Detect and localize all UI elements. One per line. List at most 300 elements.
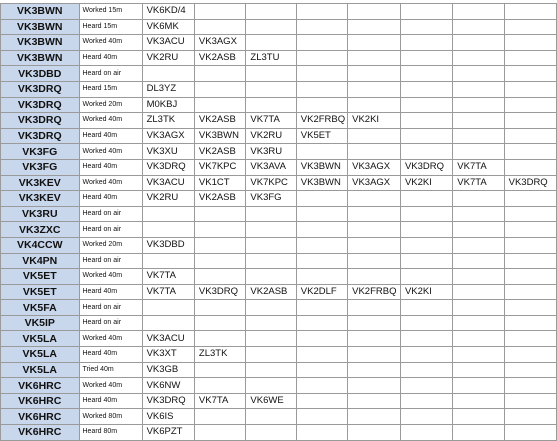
contact-cell[interactable]	[142, 253, 194, 269]
contact-cell[interactable]: VK3ACU	[142, 175, 194, 191]
contact-cell[interactable]: VK3XU	[142, 144, 194, 160]
contact-cell[interactable]	[348, 393, 401, 409]
contact-cell[interactable]	[296, 66, 347, 82]
callsign-cell[interactable]: VK3DRQ	[1, 97, 80, 113]
contact-cell[interactable]	[348, 362, 401, 378]
status-cell[interactable]: Heard on air	[79, 222, 142, 238]
status-cell[interactable]: Worked 40m	[79, 331, 142, 347]
status-cell[interactable]: Worked 40m	[79, 35, 142, 51]
contact-cell[interactable]	[348, 378, 401, 394]
status-cell[interactable]: Worked 40m	[79, 144, 142, 160]
contact-cell[interactable]	[246, 362, 296, 378]
contact-cell[interactable]	[400, 144, 452, 160]
contact-cell[interactable]	[400, 300, 452, 316]
contact-cell[interactable]	[400, 315, 452, 331]
status-cell[interactable]: Heard 40m	[79, 191, 142, 207]
contact-cell[interactable]: VK7TA	[142, 284, 194, 300]
contact-cell[interactable]	[348, 4, 401, 20]
contact-cell[interactable]	[348, 191, 401, 207]
contact-cell[interactable]	[246, 378, 296, 394]
contact-cell[interactable]	[400, 128, 452, 144]
contact-cell[interactable]	[246, 35, 296, 51]
contact-cell[interactable]	[400, 331, 452, 347]
contact-cell[interactable]	[194, 409, 246, 425]
contact-cell[interactable]	[453, 113, 504, 129]
contact-cell[interactable]: VK7KPC	[246, 175, 296, 191]
contact-cell[interactable]	[400, 35, 452, 51]
table-row	[1, 159, 557, 175]
contact-cell[interactable]	[504, 97, 556, 113]
contact-cell[interactable]: VK3AVA	[246, 159, 296, 175]
contact-cell[interactable]	[504, 191, 556, 207]
contact-cell[interactable]	[504, 50, 556, 66]
contact-cell[interactable]	[194, 315, 246, 331]
callsign-cell[interactable]: VK3FG	[1, 159, 80, 175]
callsign-cell[interactable]: VK6HRC	[1, 393, 80, 409]
contact-cell[interactable]	[246, 4, 296, 20]
callsign-cell[interactable]: VK3DRQ	[1, 81, 80, 97]
contact-cell[interactable]	[296, 378, 347, 394]
contact-cell[interactable]	[142, 222, 194, 238]
contact-cell[interactable]: VK6MK	[142, 19, 194, 35]
contact-cell[interactable]	[453, 409, 504, 425]
contact-cell[interactable]	[453, 50, 504, 66]
contact-cell[interactable]: VK3BWN	[296, 159, 347, 175]
status-cell[interactable]: Worked 15m	[79, 4, 142, 20]
contact-cell[interactable]: VK3AGX	[348, 159, 401, 175]
callsign-cell[interactable]: VK3ZXC	[1, 222, 80, 238]
contact-cell[interactable]: VK2FRBQ	[296, 113, 347, 129]
contact-cell[interactable]	[453, 128, 504, 144]
contact-cell[interactable]	[504, 425, 556, 441]
contact-cell[interactable]	[246, 269, 296, 285]
status-cell[interactable]: Heard 15m	[79, 19, 142, 35]
contact-cell[interactable]	[453, 222, 504, 238]
contact-cell[interactable]	[453, 315, 504, 331]
contact-cell[interactable]	[348, 19, 401, 35]
contact-cell[interactable]	[453, 347, 504, 363]
contact-cell[interactable]	[348, 409, 401, 425]
contact-cell[interactable]	[348, 237, 401, 253]
contact-cell[interactable]: VK3GB	[142, 362, 194, 378]
contact-cell[interactable]: VK3ACU	[142, 331, 194, 347]
contact-cell[interactable]: VK6KD/4	[142, 4, 194, 20]
contact-cell[interactable]	[400, 347, 452, 363]
callsign-cell[interactable]: VK6HRC	[1, 409, 80, 425]
contact-cell[interactable]	[400, 393, 452, 409]
status-cell[interactable]: Worked 80m	[79, 409, 142, 425]
contact-cell[interactable]	[246, 331, 296, 347]
contact-cell[interactable]: VK3AGX	[348, 175, 401, 191]
contact-cell[interactable]	[453, 206, 504, 222]
contact-cell[interactable]	[194, 222, 246, 238]
contact-cell[interactable]: VK2RU	[142, 191, 194, 207]
callsign-cell[interactable]: VK4CCW	[1, 237, 80, 253]
callsign-cell[interactable]: VK3BWN	[1, 4, 80, 20]
contact-cell[interactable]	[453, 378, 504, 394]
contact-cell[interactable]	[348, 253, 401, 269]
contact-cell[interactable]	[504, 4, 556, 20]
callsign-cell[interactable]: VK5LA	[1, 362, 80, 378]
contact-cell[interactable]	[400, 269, 452, 285]
callsign-cell[interactable]: VK3DRQ	[1, 128, 80, 144]
contact-cell[interactable]	[296, 347, 347, 363]
contact-cell[interactable]: M0KBJ	[142, 97, 194, 113]
contact-cell[interactable]	[194, 206, 246, 222]
contact-cell[interactable]	[296, 81, 347, 97]
contact-cell[interactable]	[348, 206, 401, 222]
contact-cell[interactable]: VK3ACU	[142, 35, 194, 51]
contact-cell[interactable]	[453, 284, 504, 300]
callsign-cell[interactable]: VK4PN	[1, 253, 80, 269]
contact-cell[interactable]: VK2ASB	[194, 50, 246, 66]
callsign-cell[interactable]: VK5ET	[1, 284, 80, 300]
contact-cell[interactable]	[400, 97, 452, 113]
contact-cell[interactable]: VK6PZT	[142, 425, 194, 441]
contact-cell[interactable]	[348, 97, 401, 113]
contact-cell[interactable]	[246, 300, 296, 316]
contacts-spreadsheet	[0, 3, 557, 441]
contact-cell[interactable]	[296, 19, 347, 35]
contact-cell[interactable]: VK7TA	[246, 113, 296, 129]
contact-cell[interactable]	[348, 315, 401, 331]
contact-cell[interactable]	[504, 393, 556, 409]
table-row	[1, 362, 557, 378]
contact-cell[interactable]: VK6NW	[142, 378, 194, 394]
table-row	[1, 19, 557, 35]
callsign-cell[interactable]: VK5FA	[1, 300, 80, 316]
status-cell[interactable]: Heard 40m	[79, 284, 142, 300]
contact-cell[interactable]	[348, 425, 401, 441]
contact-cell[interactable]	[246, 315, 296, 331]
callsign-cell[interactable]: VK3BWN	[1, 35, 80, 51]
contact-cell[interactable]: VK3RU	[246, 144, 296, 160]
contact-cell[interactable]	[504, 269, 556, 285]
contact-cell[interactable]	[400, 81, 452, 97]
callsign-cell[interactable]: VK3DBD	[1, 66, 80, 82]
contact-cell[interactable]	[194, 269, 246, 285]
contact-cell[interactable]	[348, 66, 401, 82]
contact-cell[interactable]	[296, 300, 347, 316]
contact-cell[interactable]	[348, 81, 401, 97]
contact-cell[interactable]: VK5ET	[296, 128, 347, 144]
status-cell[interactable]: Heard on air	[79, 66, 142, 82]
contact-cell[interactable]	[246, 66, 296, 82]
status-cell[interactable]: Heard on air	[79, 253, 142, 269]
contact-cell[interactable]	[246, 253, 296, 269]
contact-cell[interactable]	[142, 300, 194, 316]
contact-cell[interactable]	[348, 347, 401, 363]
contact-cell[interactable]	[348, 50, 401, 66]
status-cell[interactable]: Heard 40m	[79, 393, 142, 409]
contact-cell[interactable]	[246, 81, 296, 97]
contact-cell[interactable]	[296, 222, 347, 238]
contact-cell[interactable]	[504, 19, 556, 35]
contact-cell[interactable]	[504, 35, 556, 51]
contact-cell[interactable]	[246, 222, 296, 238]
contact-cell[interactable]: VK1CT	[194, 175, 246, 191]
contact-cell[interactable]	[296, 97, 347, 113]
contact-cell[interactable]	[504, 128, 556, 144]
status-cell[interactable]: Heard on air	[79, 206, 142, 222]
status-cell[interactable]: Tried 40m	[79, 362, 142, 378]
callsign-cell[interactable]: VK5IP	[1, 315, 80, 331]
contact-cell[interactable]: VK7TA	[453, 175, 504, 191]
callsign-cell[interactable]: VK5LA	[1, 347, 80, 363]
callsign-cell[interactable]: VK3FG	[1, 144, 80, 160]
contact-cell[interactable]: VK3AGX	[194, 35, 246, 51]
status-cell[interactable]: Worked 40m	[79, 378, 142, 394]
table-row	[1, 81, 557, 97]
contact-cell[interactable]	[504, 347, 556, 363]
contact-cell[interactable]: VK7TA	[142, 269, 194, 285]
contact-cell[interactable]	[246, 409, 296, 425]
contact-cell[interactable]	[504, 378, 556, 394]
table-row	[1, 284, 557, 300]
contact-cell[interactable]	[453, 4, 504, 20]
contact-cell[interactable]: ZL3TK	[194, 347, 246, 363]
contact-cell[interactable]	[453, 81, 504, 97]
contact-cell[interactable]: VK2ASB	[246, 284, 296, 300]
contact-cell[interactable]: VK3DRQ	[142, 393, 194, 409]
contact-cell[interactable]	[296, 191, 347, 207]
contact-cell[interactable]	[504, 284, 556, 300]
contact-cell[interactable]	[400, 378, 452, 394]
contact-cell[interactable]	[504, 315, 556, 331]
table-row	[1, 253, 557, 269]
contact-cell[interactable]	[348, 128, 401, 144]
callsign-cell[interactable]: VK3DRQ	[1, 113, 80, 129]
contact-cell[interactable]	[453, 237, 504, 253]
contact-cell[interactable]: VK2RU	[142, 50, 194, 66]
contact-cell[interactable]	[400, 237, 452, 253]
contact-cell[interactable]: ZL3TU	[246, 50, 296, 66]
contact-cell[interactable]	[246, 425, 296, 441]
contact-cell[interactable]	[400, 206, 452, 222]
contact-cell[interactable]	[296, 144, 347, 160]
contact-cell[interactable]	[348, 35, 401, 51]
table-row	[1, 35, 557, 51]
contact-cell[interactable]: VK3DRQ	[504, 175, 556, 191]
contact-cell[interactable]	[400, 19, 452, 35]
contact-cell[interactable]	[453, 19, 504, 35]
contact-cell[interactable]	[296, 206, 347, 222]
contact-cell[interactable]	[453, 362, 504, 378]
status-cell[interactable]: Heard 80m	[79, 425, 142, 441]
status-cell[interactable]: Heard 15m	[79, 81, 142, 97]
contact-cell[interactable]	[453, 35, 504, 51]
contact-cell[interactable]: VK7TA	[194, 393, 246, 409]
contact-cell[interactable]	[400, 191, 452, 207]
callsign-cell[interactable]: VK3BWN	[1, 50, 80, 66]
contact-cell[interactable]	[504, 253, 556, 269]
contact-cell[interactable]: ZL3TK	[142, 113, 194, 129]
contact-cell[interactable]: VK3AGX	[142, 128, 194, 144]
contact-cell[interactable]	[453, 97, 504, 113]
contact-cell[interactable]	[142, 315, 194, 331]
status-cell[interactable]: Heard on air	[79, 315, 142, 331]
contact-cell[interactable]	[400, 425, 452, 441]
contact-cell[interactable]: VK2KI	[400, 284, 452, 300]
callsign-cell[interactable]: VK6HRC	[1, 425, 80, 441]
contact-cell[interactable]	[504, 81, 556, 97]
contact-cell[interactable]	[296, 35, 347, 51]
contact-cell[interactable]	[194, 97, 246, 113]
status-cell[interactable]: Worked 40m	[79, 175, 142, 191]
contact-cell[interactable]	[296, 409, 347, 425]
contact-cell[interactable]: VK3FG	[246, 191, 296, 207]
contact-cell[interactable]: VK2DLF	[296, 284, 347, 300]
contact-cell[interactable]: VK7TA	[453, 159, 504, 175]
contact-cell[interactable]	[400, 409, 452, 425]
contact-cell[interactable]	[348, 144, 401, 160]
contact-cell[interactable]	[296, 331, 347, 347]
contact-cell[interactable]: VK2ASB	[194, 144, 246, 160]
contact-cell[interactable]	[453, 425, 504, 441]
contact-cell[interactable]	[453, 300, 504, 316]
contact-cell[interactable]	[504, 113, 556, 129]
contact-cell[interactable]	[194, 378, 246, 394]
contact-cell[interactable]	[453, 191, 504, 207]
table-row	[1, 144, 557, 160]
contact-cell[interactable]: VK3BWN	[194, 128, 246, 144]
table-row	[1, 378, 557, 394]
contact-cell[interactable]	[296, 4, 347, 20]
table-row	[1, 175, 557, 191]
contact-cell[interactable]	[453, 331, 504, 347]
contact-cell[interactable]	[194, 237, 246, 253]
contact-cell[interactable]: VK2ASB	[194, 113, 246, 129]
contact-cell[interactable]	[194, 331, 246, 347]
table-row	[1, 300, 557, 316]
contact-cell[interactable]	[246, 347, 296, 363]
callsign-cell[interactable]: VK5ET	[1, 269, 80, 285]
status-cell[interactable]: Heard 40m	[79, 159, 142, 175]
status-cell[interactable]: Heard 40m	[79, 347, 142, 363]
contact-cell[interactable]	[194, 4, 246, 20]
contact-cell[interactable]	[453, 269, 504, 285]
status-cell[interactable]: Heard on air	[79, 300, 142, 316]
table-row	[1, 4, 557, 20]
contact-cell[interactable]	[504, 144, 556, 160]
contact-cell[interactable]: VK6WE	[246, 393, 296, 409]
status-cell[interactable]: Worked 20m	[79, 97, 142, 113]
contact-cell[interactable]: VK3BWN	[296, 175, 347, 191]
contact-cell[interactable]: VK2KI	[400, 175, 452, 191]
table-row	[1, 315, 557, 331]
contact-cell[interactable]: VK3DBD	[142, 237, 194, 253]
contact-cell[interactable]	[194, 81, 246, 97]
callsign-cell[interactable]: VK3KEV	[1, 175, 80, 191]
contact-cell[interactable]	[296, 50, 347, 66]
contact-cell[interactable]	[504, 300, 556, 316]
status-cell[interactable]: Worked 40m	[79, 113, 142, 129]
contact-cell[interactable]	[400, 50, 452, 66]
callsign-cell[interactable]: VK3RU	[1, 206, 80, 222]
callsign-cell[interactable]: VK5LA	[1, 331, 80, 347]
contact-cell[interactable]	[142, 66, 194, 82]
contact-cell[interactable]	[246, 206, 296, 222]
contact-cell[interactable]: DL3YZ	[142, 81, 194, 97]
contact-cell[interactable]	[246, 97, 296, 113]
contact-cell[interactable]	[194, 19, 246, 35]
contact-cell[interactable]	[142, 206, 194, 222]
contact-cell[interactable]	[400, 222, 452, 238]
contact-cell[interactable]	[194, 362, 246, 378]
contact-cell[interactable]	[296, 237, 347, 253]
contact-cell[interactable]	[296, 253, 347, 269]
contact-cell[interactable]	[504, 409, 556, 425]
contact-cell[interactable]	[504, 237, 556, 253]
status-cell[interactable]: Heard 40m	[79, 50, 142, 66]
contact-cell[interactable]	[504, 206, 556, 222]
contact-cell[interactable]	[400, 362, 452, 378]
contact-cell[interactable]	[348, 331, 401, 347]
table-row	[1, 191, 557, 207]
contact-cell[interactable]	[194, 300, 246, 316]
status-cell[interactable]: Heard 40m	[79, 128, 142, 144]
status-cell[interactable]: Worked 20m	[79, 237, 142, 253]
table-row	[1, 206, 557, 222]
contact-cell[interactable]	[453, 144, 504, 160]
table-row	[1, 97, 557, 113]
contact-cell[interactable]	[400, 66, 452, 82]
contact-cell[interactable]	[296, 269, 347, 285]
contact-cell[interactable]	[504, 66, 556, 82]
table-row	[1, 393, 557, 409]
contact-cell[interactable]: VK6IS	[142, 409, 194, 425]
contact-cell[interactable]	[194, 425, 246, 441]
contact-cell[interactable]	[453, 253, 504, 269]
contact-cell[interactable]	[348, 222, 401, 238]
contact-cell[interactable]	[400, 113, 452, 129]
contact-cell[interactable]	[194, 66, 246, 82]
contact-cell[interactable]	[296, 393, 347, 409]
contact-cell[interactable]	[504, 159, 556, 175]
contact-cell[interactable]	[246, 19, 296, 35]
contact-cell[interactable]	[246, 237, 296, 253]
contact-cell[interactable]	[504, 222, 556, 238]
table-row	[1, 113, 557, 129]
contact-cell[interactable]: VK2RU	[246, 128, 296, 144]
callsign-cell[interactable]: VK3KEV	[1, 191, 80, 207]
contact-cell[interactable]: VK3DRQ	[400, 159, 452, 175]
contact-cell[interactable]	[348, 269, 401, 285]
contact-cell[interactable]: VK7KPC	[194, 159, 246, 175]
contact-cell[interactable]	[453, 66, 504, 82]
callsign-cell[interactable]: VK3BWN	[1, 19, 80, 35]
contact-cell[interactable]: VK2FRBQ	[348, 284, 401, 300]
contact-cell[interactable]	[296, 315, 347, 331]
contact-cell[interactable]	[400, 253, 452, 269]
contact-cell[interactable]	[194, 253, 246, 269]
callsign-cell[interactable]: VK6HRC	[1, 378, 80, 394]
contact-cell[interactable]: VK3XT	[142, 347, 194, 363]
status-cell[interactable]: Worked 40m	[79, 269, 142, 285]
contact-cell[interactable]	[348, 300, 401, 316]
contact-cell[interactable]	[296, 425, 347, 441]
contact-cell[interactable]	[296, 362, 347, 378]
contact-cell[interactable]	[400, 4, 452, 20]
contact-cell[interactable]: VK2ASB	[194, 191, 246, 207]
contact-cell[interactable]: VK3DRQ	[142, 159, 194, 175]
contact-cell[interactable]	[453, 393, 504, 409]
contact-cell[interactable]: VK2KI	[348, 113, 401, 129]
spreadsheet-body	[1, 4, 557, 441]
contact-cell[interactable]	[504, 362, 556, 378]
contact-cell[interactable]: VK3DRQ	[194, 284, 246, 300]
contact-cell[interactable]	[504, 331, 556, 347]
